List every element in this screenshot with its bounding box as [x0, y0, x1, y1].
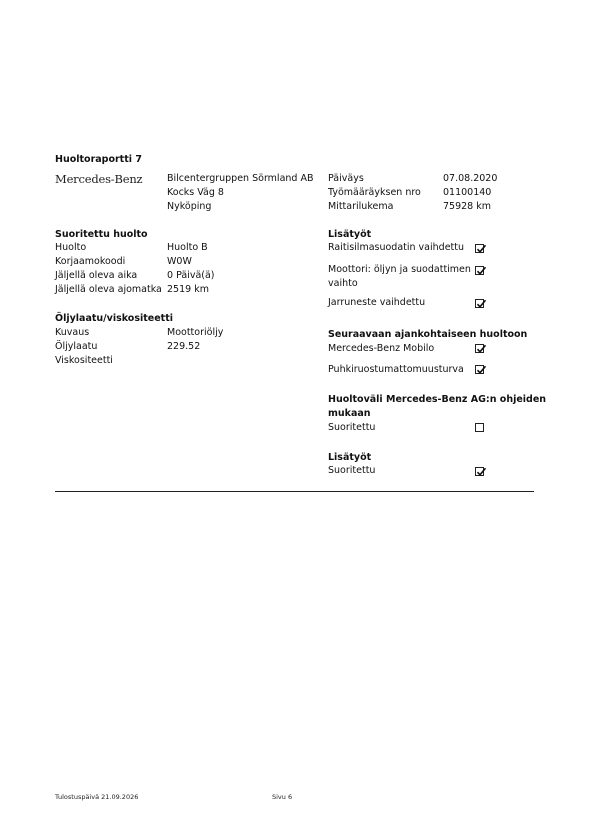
- next-service-item-label: Mercedes-Benz Mobilo: [328, 343, 435, 354]
- service-row-label: Jäljellä oleva aika: [55, 270, 138, 281]
- print-date: Tulostuspäivä 21.09.2026: [55, 793, 139, 801]
- dealer-city: Nyköping: [167, 201, 212, 212]
- page-number: Sivu 6: [272, 793, 293, 801]
- oil-row-value: Moottoriöljy: [167, 327, 224, 338]
- service-row-value: 0 Päivä(ä): [167, 270, 215, 281]
- report-title: Huoltoraportti 7: [55, 154, 142, 165]
- next-service-item-label: Puhkiruostumattomuusturva: [328, 364, 464, 375]
- checkbox-unchecked[interactable]: [475, 423, 484, 432]
- section-divider: [55, 491, 534, 492]
- checkbox-checked[interactable]: [475, 266, 484, 275]
- extra-work-item-label-continued: vaihto: [328, 278, 358, 289]
- checkbox-checked[interactable]: [475, 244, 484, 253]
- service-heading: Suoritettu huolto: [55, 229, 148, 240]
- checkbox-checked[interactable]: [475, 467, 484, 476]
- interval-item-label: Suoritettu: [328, 422, 376, 433]
- interval-heading: Huoltoväli Mercedes-Benz AG:n ohjeiden: [328, 394, 547, 405]
- date-value: 07.08.2020: [443, 173, 498, 184]
- oil-heading: Öljylaatu/viskositeetti: [55, 313, 174, 324]
- interval-heading-continued: mukaan: [328, 408, 371, 419]
- checkbox-checked[interactable]: [475, 299, 484, 308]
- date-label: Päiväys: [328, 173, 364, 184]
- oil-row-label: Viskositeetti: [55, 355, 113, 366]
- next-service-heading: Seuraavaan ajankohtaiseen huoltoon: [328, 329, 528, 340]
- service-row-label: Jäljellä oleva ajomatka: [55, 284, 162, 295]
- extra-work-2-heading: Lisätyöt: [328, 452, 372, 463]
- service-row-value: 2519 km: [167, 284, 209, 295]
- checkmark-icon: [475, 243, 487, 255]
- checkmark-icon: [475, 298, 487, 310]
- checkbox-checked[interactable]: [475, 344, 484, 353]
- service-row-value: W0W: [167, 256, 192, 267]
- checkbox-checked[interactable]: [475, 365, 484, 374]
- extra-work-heading: Lisätyöt: [328, 229, 372, 240]
- checkmark-icon: [475, 364, 487, 376]
- dealer-street: Kocks Väg 8: [167, 187, 224, 198]
- checkmark-icon: [475, 466, 487, 478]
- order-number-label: Työmääräyksen nro: [328, 187, 421, 198]
- odometer-label: Mittarilukema: [328, 201, 394, 212]
- service-row-value: Huolto B: [167, 242, 208, 253]
- checkmark-icon: [475, 343, 487, 355]
- extra-work-item-label: Moottori: öljyn ja suodattimen: [328, 264, 471, 275]
- mercedes-benz-logo: Mercedes-Benz: [55, 172, 143, 186]
- odometer-value: 75928 km: [443, 201, 491, 212]
- dealer-name: Bilcentergruppen Sörmland AB: [167, 173, 314, 184]
- checkmark-icon: [475, 265, 487, 277]
- extra-work-2-item-label: Suoritettu: [328, 465, 376, 476]
- oil-row-label: Kuvaus: [55, 327, 90, 338]
- service-row-label: Huolto: [55, 242, 87, 253]
- oil-row-value: 229.52: [167, 341, 201, 352]
- extra-work-item-label: Jarruneste vaihdettu: [328, 297, 426, 308]
- order-number-value: 01100140: [443, 187, 492, 198]
- service-row-label: Korjaamokoodi: [55, 256, 126, 267]
- oil-row-label: Öljylaatu: [55, 341, 98, 352]
- extra-work-item-label: Raitisilmasuodatin vaihdettu: [328, 242, 465, 253]
